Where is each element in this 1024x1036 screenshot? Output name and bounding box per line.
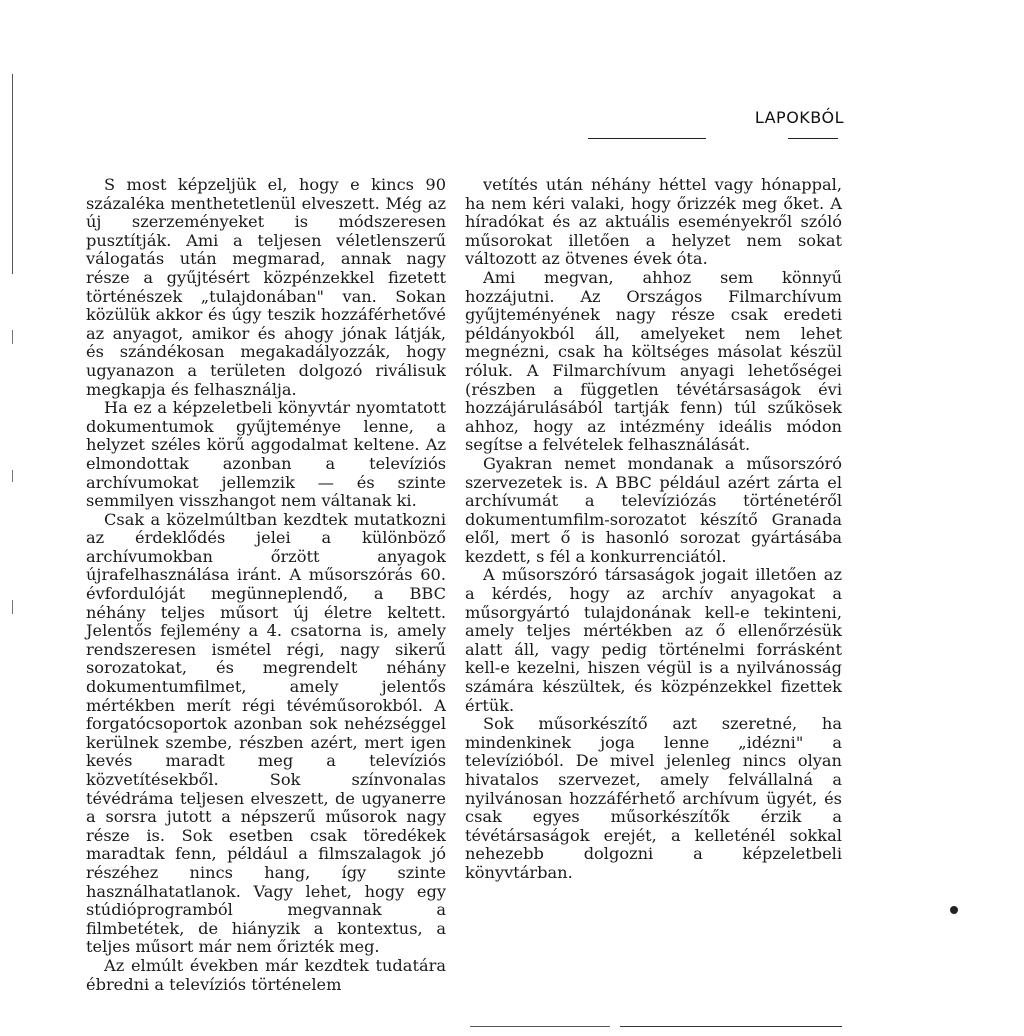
right-column	[465, 176, 842, 883]
edge-mark	[12, 330, 13, 344]
edge-mark	[12, 600, 13, 614]
paragraph: Csak a közelmúltban kezdtek mutatkozni az érdeklődés jelei a különböző archívumokban őrzött anyagok újrafelhasználása iránt. A műsorszórás 60. évfordulóját megünneplendő, a BBC néhány teljes műsort új életre keltett. Jelentős fejlemény a 4. csatorna is, amely rendszeresen ismétel régi, nagy sikerű sorozatokat, és megrendelt néhány dokumentumfilmet, amely jelentős mértékben merít régi tévéműsorokból. A forgatócsoportok azonban sok nehézséggel kerülnek szembe, részben azért, mert igen kevés maradt meg a televíziós közvetítésekből. Sok színvonalas tévédráma teljesen elveszett, de ugyanerre a sorsra jutott a népszerű műsorok nagy része is. Sok esetben csak töredékek maradtak fenn, például a filmszalagok jó részéhez nincs hang, így szinte használhatatlanok. Vagy lehet, hogy egy stúdióprogramból megvannak a filmbetétek, de hiányzik a kontextus, a teljes műsort már nem őrizték meg.	[86, 509, 446, 957]
paragraph: Gyakran nemet mondanak a műsorszóró szervezetek is. A BBC például azért zárta el archívumát a televíziózás történetéről dokumentumfilm-sorozatot készítő Granada elől, mert ő is hasonló sorozat gyártásába kezdett, s fél a konkurrenciától.	[465, 453, 842, 566]
paragraph: vetítés után néhány héttel vagy hónappal, ha nem kéri valaki, hogy őrizzék meg őket. A híradókat és az aktuális eseményekről szóló műsorokat illetően a helyzet nem sokat változott az ötvenes évek óta.	[465, 175, 842, 269]
paragraph: Ami megvan, ahhoz sem könnyű hozzájutni. Az Országos Filmarchívum gyűjteményének nagy része csak eredeti példányokból áll, amelyeket nem lehet megnézni, csak ha költséges másolat készül róluk. A Filmarchívum anyagi lehetőségei (részben a független tévétársaságok évi hozzájárulásából tartják fenn) túl szűkösek ahhoz, hogy az intézmény ideális módon segítse a felvételek felhasználását.	[465, 267, 842, 455]
binding-edge-line	[12, 74, 13, 274]
footer-rule-left	[470, 1026, 610, 1027]
running-head: LAPOKBÓL	[754, 108, 844, 127]
margin-dot	[950, 906, 958, 914]
paragraph: A műsorszóró társaságok jogait illetően az a kérdés, hogy az archív anyagokat a műsorgyártó tulajdonának kell-e tekinteni, amely teljes mértékben az ő ellenőrzésük alatt áll, vagy pedig történelmi forrásként kell-e kezelni, hiszen végül is a nyilvánosság számára készültek, és közpénzekkel fizettek értük.	[465, 565, 842, 715]
footer-rule-right	[620, 1026, 842, 1027]
paragraph: Ha ez a képzeletbeli könyvtár nyomtatott dokumentumok gyűjteménye lenne, a helyzet széles körű aggodalmat keltene. Az elmondottak azonban a televíziós archívumokat jellemzik — és szinte semmilyen visszhangot nem váltanak ki.	[86, 398, 446, 511]
paragraph: Sok műsorkészítő azt szeretné, ha mindenkinek joga lenne „idézni" a televízióból. De mivel jelenleg nincs olyan hivatalos szervezet, amely felvállalná a nyilvánosan hozzáférhető archívum ügyét, és csak egyes műsorkészítők érzik a tévétársaságok erejét, a kelleténél sokkal nehezebb dolgozni a képzeletbeli könyvtárban.	[465, 714, 842, 882]
paragraph: Az elmúlt években már kezdtek tudatára ébredni a televíziós történelem	[86, 955, 446, 994]
paragraph: S most képzeljük el, hogy e kincs 90 százaléka menthetetlenül elveszett. Még az új szerzeményeket is módszeresen pusztítják. Ami a teljesen véletlenszerű válogatás után megmarad, annak nagy része a gyűjtésért közpénzekkel fizetett történészek „tulajdonában" van. Sokan közülük akkor és úgy teszik hozzáférhetővé az anyagot, amikor és ahogy jónak látják, és szándékosan megakadályozzák, hogy ugyanazon a területen dolgozó riválisuk megkapja és felhasználja.	[86, 175, 446, 399]
left-column	[86, 176, 446, 994]
edge-mark	[12, 470, 13, 482]
header-rule-right	[788, 138, 838, 139]
header-rule-left	[588, 138, 706, 139]
